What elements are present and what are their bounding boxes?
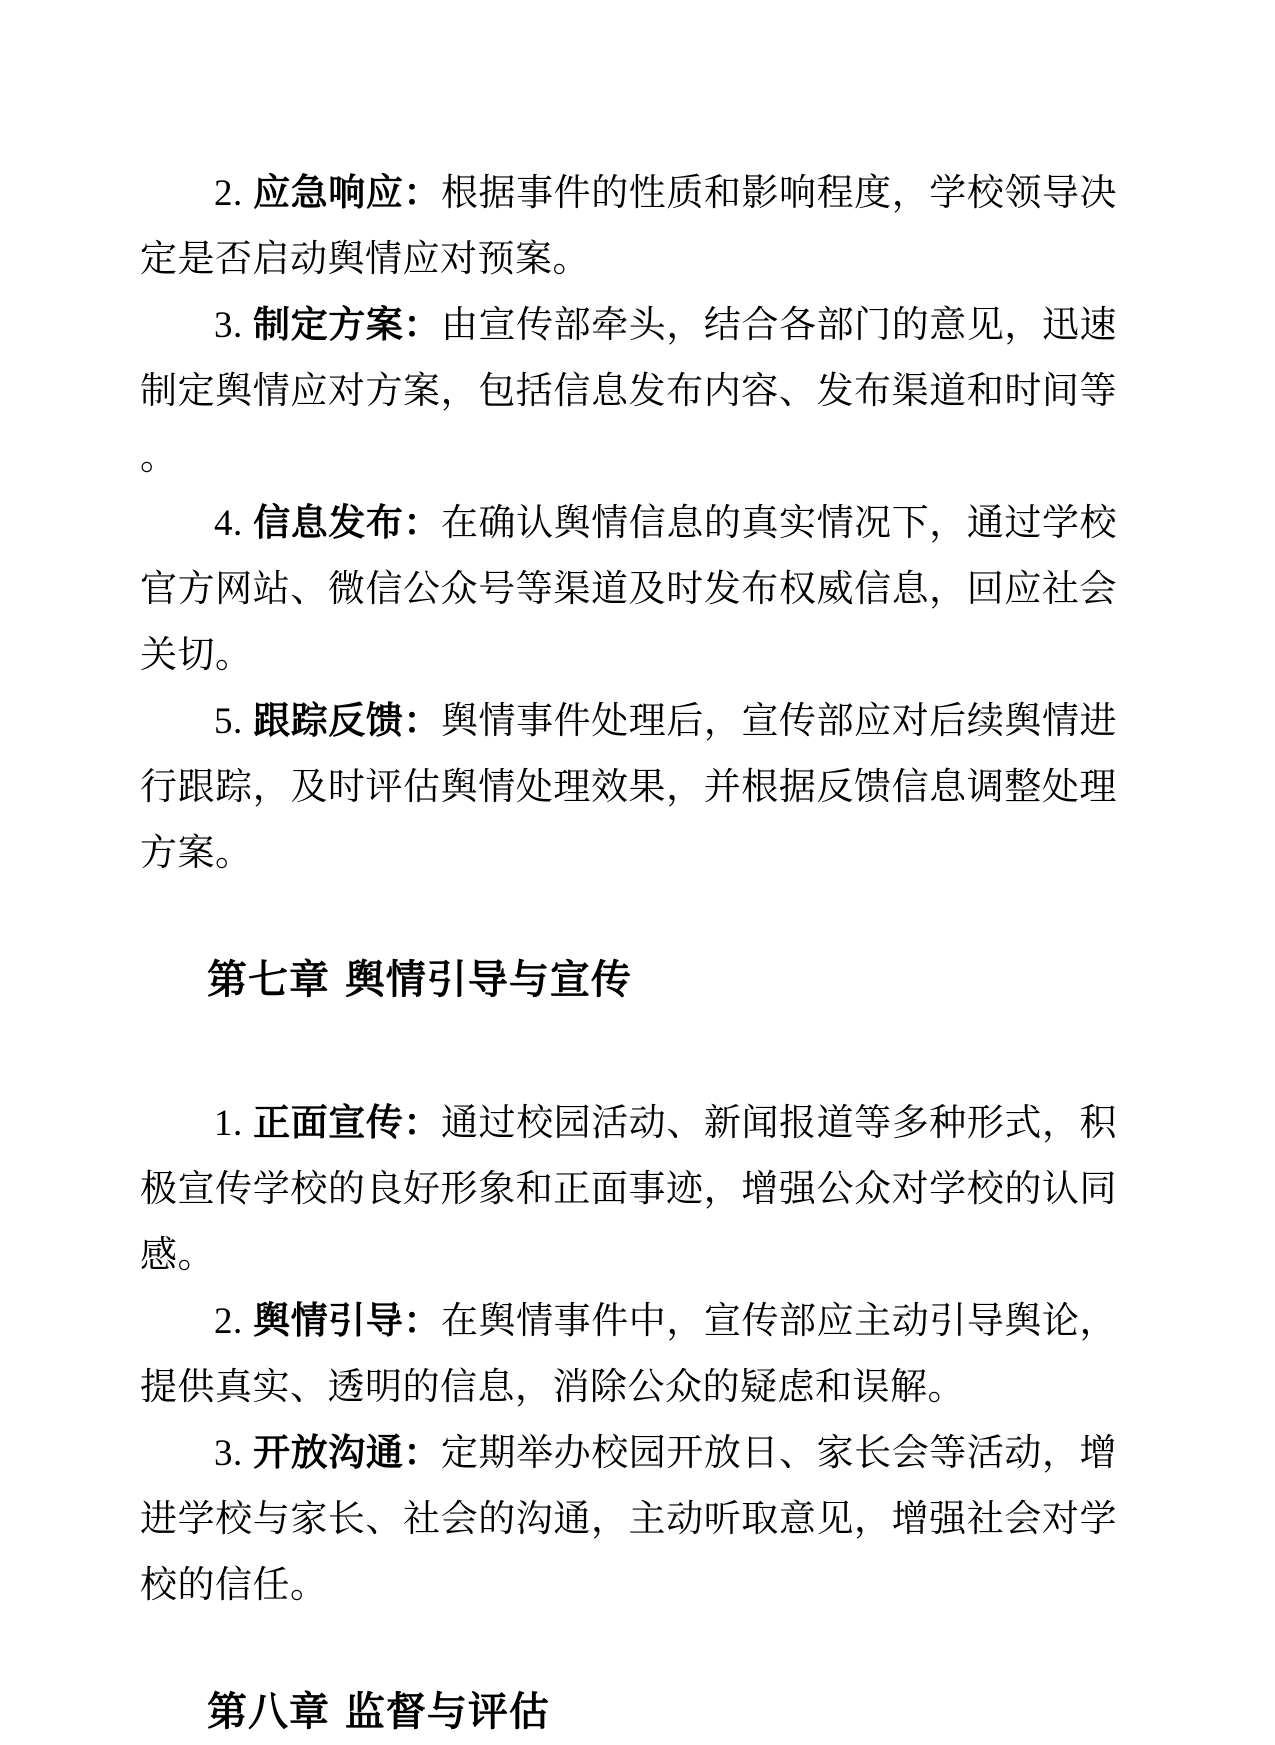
list-item-positive-publicity [140, 1091, 1117, 1289]
list-item-make-plan [140, 293, 1117, 491]
list-item-opinion-guidance [140, 1289, 1117, 1421]
list-item-follow-up-feedback [140, 689, 1117, 887]
item-number: 2. [214, 1301, 243, 1342]
item-label: 正面宣传： [253, 1103, 441, 1144]
item-label: 开放沟通： [253, 1433, 441, 1474]
item-text: 在确认舆情信息的真实情况下，通过学校官方网站、微信公众号等渠道及时发布权威信息，回应社会关切。 [140, 503, 1118, 676]
item-number: 3. [214, 1433, 243, 1474]
item-label: 信息发布： [253, 503, 441, 544]
item-label: 制定方案： [253, 305, 441, 346]
item-label: 舆情引导： [253, 1301, 441, 1342]
list-item-emergency-response [140, 161, 1117, 293]
chapter-8-heading: 第八章 监督与评估 [207, 1689, 550, 1735]
item-label: 应急响应： [253, 173, 441, 214]
item-text: 由宣传部牵头，结合各部门的意见，迅速制定舆情应对方案，包括信息发布内容、发布渠道和时间等。 [140, 305, 1118, 478]
item-number: 3. [214, 305, 243, 346]
item-number: 1. [214, 1103, 243, 1144]
list-item-open-communication [140, 1421, 1117, 1619]
item-number: 2. [214, 173, 243, 214]
item-label: 跟踪反馈： [253, 701, 441, 742]
item-text: 根据事件的性质和影响程度，学校领导决定是否启动舆情应对预案。 [140, 173, 1118, 280]
item-text: 舆情事件处理后，宣传部应对后续舆情进行跟踪，及时评估舆情处理效果，并根据反馈信息调整处理方案。 [140, 701, 1118, 874]
chapter-7-heading: 第七章 舆情引导与宣传 [207, 957, 632, 1003]
item-text: 通过校园活动、新闻报道等多种形式，积极宣传学校的良好形象和正面事迹，增强公众对学校的认同感。 [140, 1103, 1118, 1276]
item-text: 定期举办校园开放日、家长会等活动，增进学校与家长、社会的沟通，主动听取意见，增强社会对学校的信任。 [140, 1433, 1118, 1606]
item-number: 4. [214, 503, 243, 544]
item-text: 在舆情事件中，宣传部应主动引导舆论，提供真实、透明的信息，消除公众的疑虑和误解。 [140, 1301, 1118, 1408]
item-number: 5. [214, 701, 243, 742]
list-item-information-release [140, 491, 1117, 689]
